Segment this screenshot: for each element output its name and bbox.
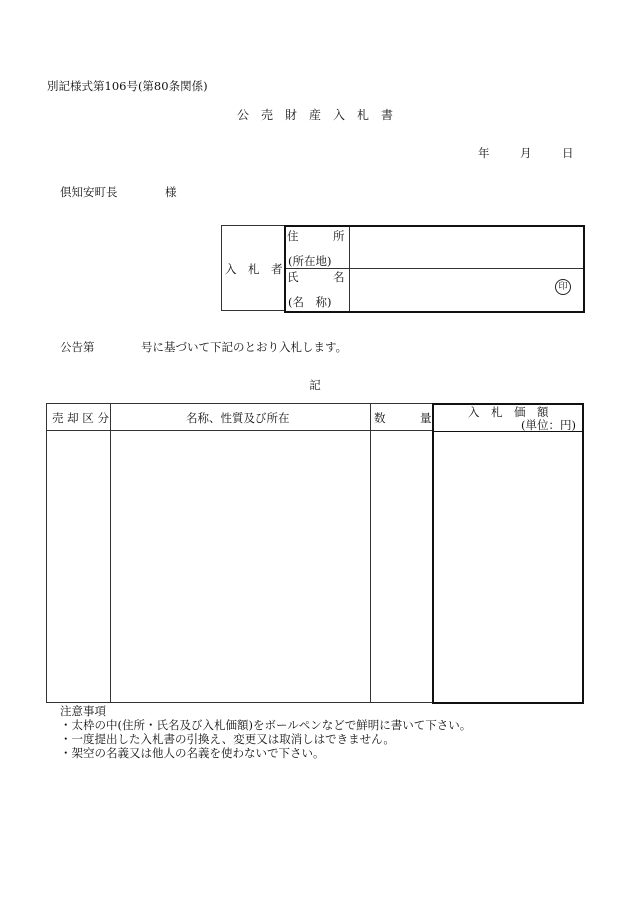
- items-header-divider: [46, 430, 432, 431]
- col-name: 名称、性質及び所在: [186, 411, 290, 425]
- seal-mark: 印: [555, 279, 571, 295]
- notes-heading: 注意事項: [60, 704, 106, 718]
- ki-heading: 記: [309, 378, 321, 392]
- name-label: 氏 名: [287, 270, 345, 284]
- col-divider-2: [370, 403, 371, 702]
- bidder-label: 入 札 者: [225, 262, 283, 276]
- date-day: 日: [562, 146, 574, 160]
- col-price-unit: (単位：円): [521, 418, 576, 432]
- note-item: ・一度提出した入札書の引換え、変更又は取消しはできません。: [60, 732, 395, 746]
- date-month: 月: [520, 146, 532, 160]
- price-entry-box: [432, 403, 584, 704]
- items-table: [46, 403, 583, 703]
- name-sublabel: (名 称): [288, 295, 332, 309]
- bidder-col-divider: [349, 227, 350, 311]
- note-item: ・架空の名義又は他人の名義を使わないで下さい。: [60, 746, 325, 760]
- addressee-name: 倶知安町長: [60, 185, 118, 199]
- notice-prefix: 公告第: [60, 340, 95, 354]
- items-table-frame: [46, 403, 433, 703]
- notice-text: 号に基づいて下記のとおり入札します。: [141, 340, 348, 354]
- date-year: 年: [478, 146, 490, 160]
- address-sublabel: (所在地): [288, 254, 332, 268]
- col-price: 入 札 価 額: [468, 405, 549, 419]
- form-number: 別記様式第106号(第80条関係): [47, 79, 208, 93]
- col-sale-category: 売 却 区 分: [52, 411, 109, 425]
- addressee-honorific: 様: [165, 185, 177, 199]
- col-quantity-a: 数: [374, 411, 386, 425]
- col-quantity-b: 量: [420, 411, 432, 425]
- note-item: ・太枠の中(住所・氏名及び入札価額)をボールペンなどで鮮明に書いて下さい。: [60, 718, 472, 732]
- col-divider-1: [110, 403, 111, 702]
- address-label: 住 所: [287, 229, 345, 243]
- document-title: 公 売 財 産 入 札 書: [236, 108, 393, 122]
